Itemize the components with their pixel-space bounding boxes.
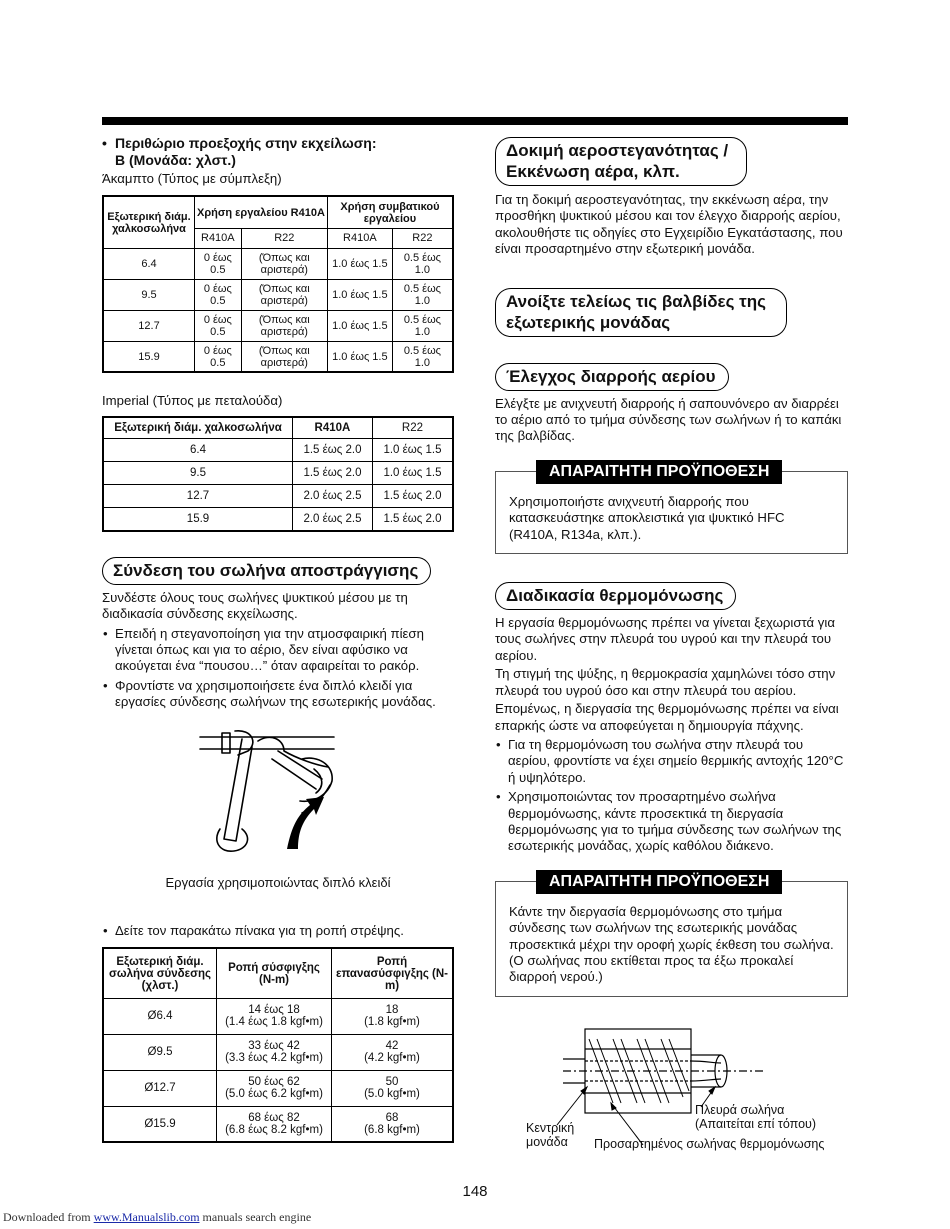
list-item: • Επειδή η στεγανοποίηση για την ατμοσφαιρική πίεση γίνεται όπως και για το αέριο, δεν είναι αφύσικο να ακούγεται ένα “πουσου…” όταν αφαιρείται το ρακόρ. <box>102 626 454 675</box>
pipe-side-label: Πλευρά σωλήνα (Απαιτείται επί τόπου) <box>695 1102 817 1131</box>
requirement-text: Χρησιμοποιήστε ανιχνευτή διαρροής που κατασκευάστηκε αποκλειστικά για ψυκτικό HFC (R410A, R134a, κλπ.). <box>509 493 785 542</box>
table-row: Ø9.5 33 έως 42 (3.3 έως 4.2 kgf•m) 42 (4.2 kgf•m) <box>103 1034 453 1070</box>
sub-header: R410A <box>195 228 242 248</box>
requirement-text: Κάντε την διεργασία θερμομόνωσης στο τμήμα σύνδεσης των σωλήνων της εσωτερικής μονάδας προσεκτικά μέχρι την οροφή χωρίς έκθεση του σωλήνα. (Ο σωλήνας που εκτίθεται προς τα έξω προκαλεί διαρροή νερού.) <box>509 903 834 985</box>
table-row: 15.9 2.0 έως 2.5 1.5 έως 2.0 <box>103 508 453 531</box>
imperial-label: Imperial (Τύπος με πεταλούδα) <box>102 393 283 409</box>
insulation-p2: Τη στιγμή της ψύξης, η θερμοκρασία χαμηλώνει τόσο στην πλευρά του υγρού όσο και στην πλευρά του αερίου. <box>495 666 836 698</box>
sub-header: R410A <box>327 228 392 248</box>
requirement-box-2 <box>495 872 848 997</box>
left-column <box>102 135 454 1143</box>
table-row: 12.7 2.0 έως 2.5 1.5 έως 2.0 <box>103 485 453 508</box>
col-r22: R22 <box>372 417 453 439</box>
insulation-bullets <box>495 737 848 855</box>
valves-heading: Ανοίξτε τελείως τις βαλβίδες της εξωτερικής μονάδας <box>495 288 787 337</box>
col-connection-diameter: Εξωτερική διάμ. σωλήνα σύνδεσης (χλστ.) <box>103 948 217 998</box>
insulation-heading: Διαδικασία θερμομόνωσης <box>495 582 736 610</box>
leak-heading: Έλεγχος διαρροής αερίου <box>495 363 729 391</box>
col-pipe-diameter: Εξωτερική διάμ. χαλκοσωλήνα <box>103 417 293 439</box>
leak-text: Ελέγξτε με ανιχνευτή διαρροής ή σαπουνόνερο αν διαρρέει το αέριο από το τμήμα σύνδεσης των σωλήνων ή το καπάκι της βαλβίδας. <box>495 395 842 444</box>
table-row: 6.4 0 έως 0.5 (Όπως και αριστερά) 1.0 έως 1.5 0.5 έως 1.0 <box>103 248 453 279</box>
table-row: Ø12.7 50 έως 62 (5.0 έως 6.2 kgf•m) 50 (5.0 kgf•m) <box>103 1070 453 1106</box>
top-rule <box>102 117 848 125</box>
requirement-box-1 <box>495 462 848 554</box>
imperial-flare-table <box>102 416 454 532</box>
airtight-text: Για τη δοκιμή αεροστεγανότητας, την εκκένωση αέρα, την προσθήκη ψυκτικού μέσου και τον έλεγχο διαρροής αερίου, ακολουθήστε τις οδηγίες στο Εγχειρίδιο Εγκατάστασης, που είναι προσαρτημένο στην εξωτερική μονάδα. <box>495 192 843 257</box>
sub-header: R22 <box>241 228 327 248</box>
footer <box>3 1210 311 1225</box>
list-item: • Για τη θερμομόνωση του σωλήνα στην πλευρά του αερίου, φροντίστε να έχει σημείο θερμικής αντοχής 120°C ή υψηλότερο. <box>495 737 848 786</box>
central-unit-label: Κεντρική μονάδα <box>526 1120 575 1149</box>
table-row: Ø6.4 14 έως 18 (1.4 έως 1.8 kgf•m) 18 (1.8 kgf•m) <box>103 998 453 1034</box>
torque-table <box>102 947 454 1143</box>
col-retightening-torque: Ροπή επανασύσφιγξης (N-m) <box>332 948 454 998</box>
drain-heading: Σύνδεση του σωλήνα αποστράγγισης <box>102 557 431 585</box>
airtight-heading: Δοκιμή αεροστεγανότητας / Εκκένωση αέρα, κλπ. <box>495 137 747 186</box>
double-wrench-illustration <box>102 729 454 869</box>
page-number: 148 <box>462 1183 488 1200</box>
insulation-p3: Επομένως, η διεργασία της θερμομόνωσης πρέπει να είναι επαρκής ώστε να αποφεύγεται η δημιουργία πάχνης. <box>495 701 839 733</box>
table-row: 12.7 0 έως 0.5 (Όπως και αριστερά) 1.0 έως 1.5 0.5 έως 1.0 <box>103 310 453 341</box>
table-row: 9.5 1.5 έως 2.0 1.0 έως 1.5 <box>103 462 453 485</box>
insulation-p1: Η εργασία θερμομόνωσης πρέπει να γίνεται ξεχωριστά για τους σωλήνες στην πλευρά του υγρού και την πλευρά του αερίου. <box>495 615 835 663</box>
col-r410a-tool: Χρήση εργαλείου R410A <box>195 196 328 228</box>
drain-intro: Συνδέστε όλους τους σωλήνες ψυκτικού μέσου με τη διαδικασία σύνδεσης εκχείλωσης. <box>102 589 408 622</box>
footer-suffix: manuals search engine <box>199 1210 312 1224</box>
requirement-title: ΑΠΑΡΑΙΤΗΤΗ ΠΡΟΫΠΟΘΕΣΗ <box>536 460 782 484</box>
wrench-caption: Εργασία χρησιμοποιώντας διπλό κλειδί <box>165 874 391 890</box>
list-item: • Χρησιμοποιώντας τον προσαρτημένο σωλήνα θερμομόνωσης, κάντε προσεκτικά τη διεργασία θερμομόνωσης για το τμήμα σύνδεσης των σωλήνων της εσωτερικής μονάδας, χωρίς καθόλου διάκενο. <box>495 789 848 855</box>
manualslib-link[interactable]: www.Manualslib.com <box>93 1210 200 1224</box>
footer-prefix: Downloaded from <box>3 1210 94 1224</box>
col-r410a: R410A <box>293 417 373 439</box>
rigid-label: Άκαμπτο (Τύπος με σύμπλεξη) <box>102 171 282 186</box>
col-conventional-tool: Χρήση συμβατικού εργαλείου <box>327 196 453 228</box>
requirement-title: ΑΠΑΡΑΙΤΗΤΗ ΠΡΟΫΠΟΘΕΣΗ <box>536 870 782 894</box>
table-row: 9.5 0 έως 0.5 (Όπως και αριστερά) 1.0 έως 1.5 0.5 έως 1.0 <box>103 279 453 310</box>
drain-bullets <box>102 626 454 711</box>
torque-bullet <box>102 923 454 939</box>
table-row: 6.4 1.5 έως 2.0 1.0 έως 1.5 <box>103 439 453 462</box>
col-tightening-torque: Ροπή σύσφιγξης (N-m) <box>217 948 332 998</box>
insulation-diagram <box>495 1017 848 1167</box>
table-row: Ø15.9 68 έως 82 (6.8 έως 8.2 kgf•m) 68 (6.8 kgf•m) <box>103 1106 453 1142</box>
list-item: • Δείτε τον παρακάτω πίνακα για τη ροπή στρέψης. <box>102 923 454 939</box>
table-row: 15.9 0 έως 0.5 (Όπως και αριστερά) 1.0 έως 1.5 0.5 έως 1.0 <box>103 341 453 372</box>
list-item: • Φροντίστε να χρησιμοποιήσετε ένα διπλό κλειδί για εργασίες σύνδεσης σωλήνων της εσωτερικής μονάδας. <box>102 678 454 711</box>
right-column <box>495 135 848 1167</box>
sub-header: R22 <box>392 228 453 248</box>
col-pipe-diameter: Εξωτερική διάμ. χαλκοσωλήνα <box>103 196 195 248</box>
rigid-flare-table <box>102 195 454 373</box>
attached-insulation-label: Προσαρτημένος σωλήνας θερμομόνωσης <box>594 1136 825 1151</box>
flare-margin-title: • Περιθώριο προεξοχής στην εκχείλωση: B (Μονάδα: χλστ.) <box>102 135 454 169</box>
